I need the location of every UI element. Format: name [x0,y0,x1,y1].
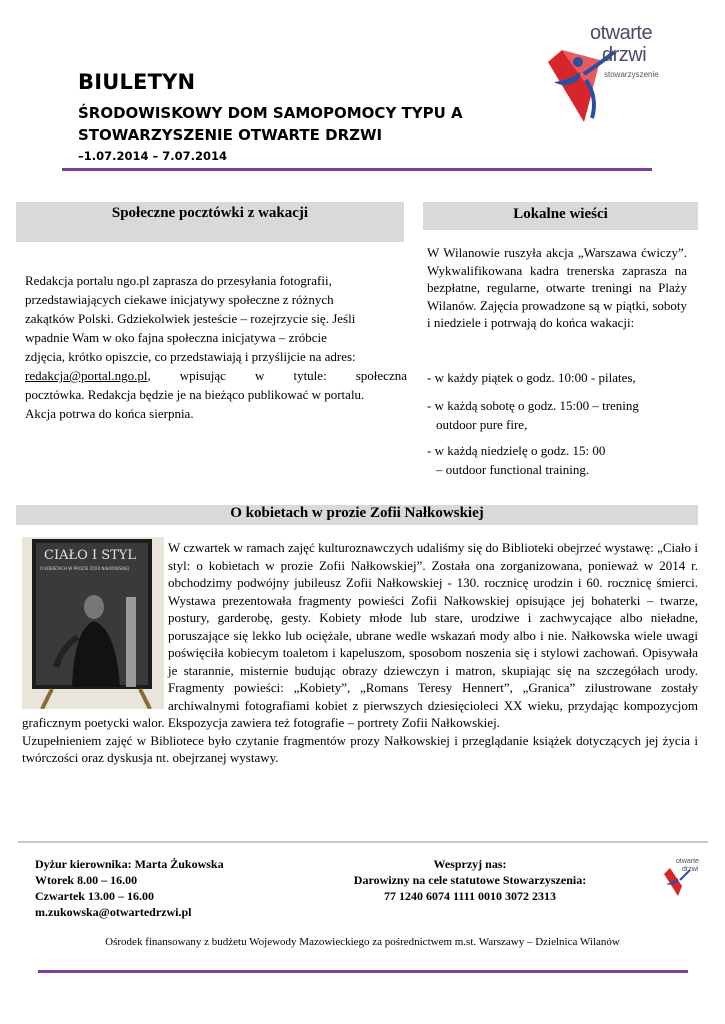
right-box-heading: Lokalne wieści [423,202,698,230]
small-logo-icon [660,856,700,896]
logo-text-drzwi: drzwi [602,44,647,66]
organization-name: ŚRODOWISKOWY DOM SAMOPOMOCY TYPU A [78,104,463,122]
hours-thursday: Czwartek 13.00 – 16.00 [35,889,154,903]
article-body [22,539,698,767]
left-box-line: Redakcja portalu ngo.pl zaprasza do przesyłania fotografii, [25,273,332,288]
left-box-line: Akcja potrwa do końca sierpnia. [25,406,194,421]
list-item-line: – outdoor functional training. [436,462,590,477]
poster-title: CIAŁO I STYL [44,548,137,563]
otwarte-drzwi-logo [540,22,670,132]
manager-email[interactable]: m.zukowska@otwartedrzwi.pl [35,905,192,919]
bottom-divider [38,970,688,973]
list-item [427,368,636,387]
footer-divider [18,841,708,843]
article-heading: O kobietach w prozie Zofii Nałkowskiej [16,505,698,525]
left-box-email-line [25,366,407,385]
small-logo-text: drzwi [682,866,699,873]
after-email-text: , wpisując w tytule: społeczna [147,368,407,383]
hours-tuesday: Wtorek 8.00 – 16.00 [35,873,138,887]
right-box-intro: W Wilanowie ruszyła akcja „Warszawa ćwiczy”. Wykwalifikowana kadra trenerska zaprasza na bezpłatne, regularne, otwarte treningi na Plaży Wilanów. Zajęcia prowadzone są w piątki, soboty i niedziele i potrwają do końca wakacji: [427,245,687,330]
donation-text: Darowizny na cele statutowe Stowarzyszenia: [353,873,587,887]
list-item [427,396,639,434]
list-item-line: - w każdą sobotę o godz. 15:00 – trening [427,398,639,413]
left-box-line: zdjęcia, krótko opiszcie, co przedstawiają i przyślijcie na adres: [25,349,356,364]
list-item [427,441,605,479]
donation-info [320,856,620,904]
list-item-line: outdoor pure fire, [436,417,528,432]
left-box-line: wpadnie Wam w oko fajna społeczna inicjatywa – zróbcie [25,330,327,345]
article-paragraph: W czwartek w ramach zajęć kulturoznawczych udaliśmy się do Biblioteki obejrzeć wystawę: „Ciało i styl: o kobietach w prozie Zofii Nałkowskiej”. Została ona zorganizowana, ponieważ w 2014 r. obchodzimy podwójny jubileusz Zofii Nałkowskiej - 130. rocznicę urodzin i 60. rocznicę śmierci. Wystawa prezentowała fragmenty powieści Zofii Nałkowskiej opisujące jej bohaterki – twarze, postury, garderobę, gesty. Kobiety młode lub stare, urodziwe i zachwycające albo nieładne, poruszające się lekko lub ociężale, ubrane wedle wskazań mody albo i nie. Nałkowska wiele uwagi poświęciła kobiecym toaletom i kapeluszom, sposobom noszenia się i stylowi zachowań. Opisywała je starannie, misternie budując obrazy dziewczyn i matron, skupiając się na szczegółach urody. Fragmenty powieści: „Kobiety”, „Romans Teresy Hennert”, „Granica” zilustrowane zostały archiwalnymi fotografiami kobiet z pierwszych dziesięcioleci XX wieku, przydając kompozycjom graficznym poetycki walor. Ekspozycja zawiera też fotografie – portrety Zofii Nałkowskiej. [22,540,698,730]
list-item-line: - w każdy piątek o godz. 10:00 - pilates, [427,370,636,385]
manager-hours [35,856,224,920]
list-item-line: - w każdą niedzielę o godz. 15: 00 [427,443,606,458]
logo-text-stowarzyszenie: stowarzyszenie [604,70,659,79]
date-range: –1.07.2014 – 7.07.2014 [78,149,228,163]
funding-note: Ośrodek finansowany z budżetu Wojewody Mazowieckiego za pośrednictwem m.st. Warszawy – Dzielnica Wilanów [105,936,620,948]
left-box-text [25,271,407,423]
bulletin-title: BIULETYN [78,70,196,94]
email-link[interactable]: redakcja@portal.ngo.pl [25,368,148,383]
association-name: STOWARZYSZENIE OTWARTE DRZWI [78,126,383,144]
header-divider [62,168,652,171]
article-paragraph: Uzupełnieniem zajęć w Bibliotece było czytanie fragmentów prozy Nałkowskiej i przeglądanie książek dotyczących jej życia i twórczości oraz dyskusja nt. obejrzanej wystawy. [22,732,698,765]
support-heading: Wesprzyj nas: [433,857,507,871]
bank-account: 77 1240 6074 1111 0010 3072 2313 [383,889,556,903]
left-box-heading: Społeczne pocztówki z wakacji [16,202,404,242]
small-logo-text: otwarte [676,858,699,865]
logo-text-otwarte: otwarte [590,22,653,44]
left-box-line: zakątków Polski. Gdziekolwiek jesteście – rozejrzycie się. Jeśli [25,311,356,326]
left-box-line: pocztówka. Redakcja będzie je na bieżąco publikować w portalu. [25,387,365,402]
small-logo [660,856,700,896]
poster-subtitle: O KOBIETACH W PROZIE ZOFII NAŁKOWSKIEJ [40,566,129,571]
left-box-line: przedstawiających ciekawe inicjatywy społeczne z różnych [25,292,334,307]
manager-name: Dyżur kierownika: Marta Żukowska [35,857,224,871]
